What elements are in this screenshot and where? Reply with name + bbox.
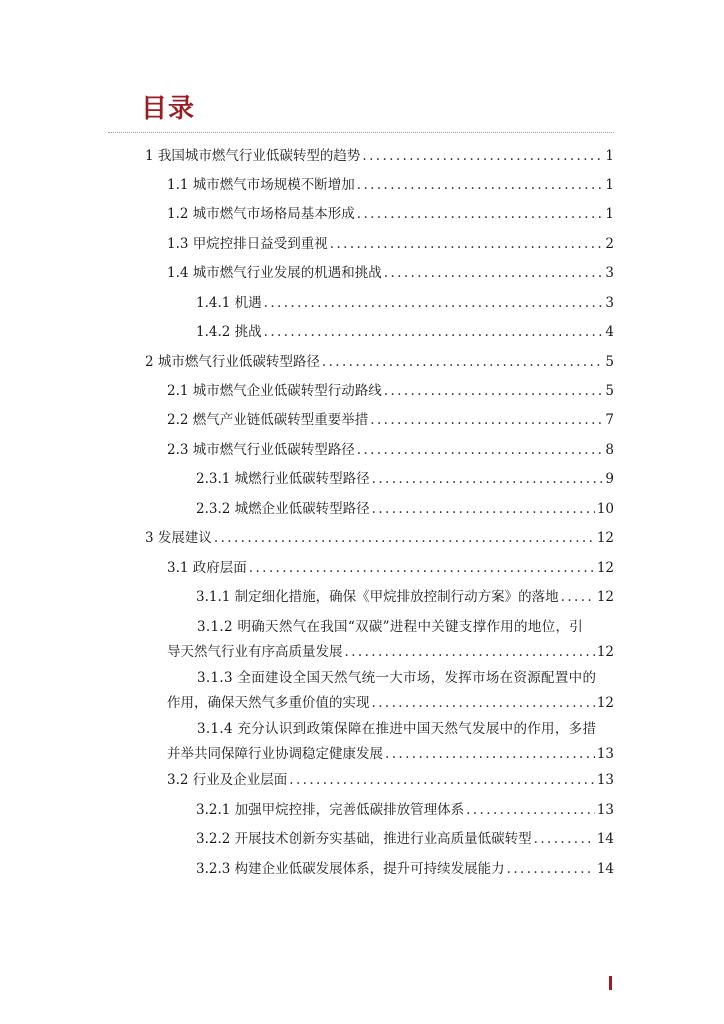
toc-entry-text: 2.3.1 城燃行业低碳转型路径: [196, 471, 370, 487]
page-title: 目录: [141, 94, 196, 124]
toc-leader: [249, 558, 595, 579]
toc-entry-1-3[interactable]: [167, 234, 614, 255]
toc-entry-text: 3.2 行业及企业层面: [167, 772, 288, 788]
toc-entry-page: 4: [605, 324, 614, 340]
toc-entry-text: 1.3 甲烷控排日益受到重视: [167, 236, 328, 252]
toc-entry-3[interactable]: [145, 528, 614, 549]
page-edge-mark: [609, 976, 612, 990]
toc-entry-page: 14: [596, 831, 614, 847]
toc-entry-3-1-3[interactable]: [167, 668, 614, 714]
toc-entry-2[interactable]: [145, 352, 614, 373]
toc-entry-text: 3.2.1 加强甲烷控排，完善低碳排放管理体系: [196, 802, 465, 818]
toc-entry-text: 1 我国城市燃气行业低碳转型的趋势: [145, 148, 361, 164]
toc-leader: [357, 440, 604, 461]
toc-entry-page: 1: [605, 206, 614, 222]
toc-leader: [214, 528, 595, 549]
toc-leader: [362, 146, 603, 167]
toc-entry-3-1-4[interactable]: [167, 719, 614, 765]
toc-entry-1[interactable]: [145, 146, 614, 167]
toc-entry-page: 12: [596, 695, 614, 711]
toc-entry-text-cont: 并举共同保障行业协调稳定健康发展: [167, 746, 383, 762]
toc-entry-text: 1.4.2 挑战: [196, 324, 262, 340]
toc-leader: [507, 859, 595, 880]
toc-entry-3-1-1[interactable]: [196, 587, 614, 608]
toc-leader: [264, 322, 604, 343]
toc-entry-3-1-2[interactable]: [167, 617, 614, 663]
toc-leader: [384, 263, 604, 284]
toc-entry-1-4-1[interactable]: [196, 293, 614, 314]
toc-entry-text: 1.4 城市燃气行业发展的机遇和挑战: [167, 265, 382, 281]
toc-entry-2-1[interactable]: [167, 381, 614, 402]
toc-leader: [264, 293, 604, 314]
toc-entry-page: 13: [596, 772, 614, 788]
toc-leader: [322, 352, 604, 373]
toc-entry-3-2-1[interactable]: [196, 800, 614, 821]
toc-leader: [357, 175, 604, 196]
toc-entry-text: 1.1 城市燃气市场规模不断增加: [167, 177, 355, 193]
toc-entry-text: 2.3 城市燃气行业低碳转型路径: [167, 442, 355, 458]
toc-entry-2-2[interactable]: [167, 410, 614, 431]
toc-entry-page: 3: [605, 265, 614, 281]
toc-leader: [561, 587, 595, 608]
toc-entry-text: 2 城市燃气行业低碳转型路径: [145, 354, 320, 370]
toc-entry-page: 5: [605, 383, 614, 399]
toc-entry-page: 12: [596, 644, 614, 660]
toc-entry-text: 2.2 燃气产业链低碳转型重要举措: [167, 412, 369, 428]
toc-entry-page: 13: [596, 802, 614, 818]
toc-entry-1-2[interactable]: [167, 204, 614, 225]
toc-entry-text: 1.2 城市燃气市场格局基本形成: [167, 206, 355, 222]
toc-entry-page: 12: [596, 589, 614, 605]
toc-entry-1-4-2[interactable]: [196, 322, 614, 343]
toc-leader: [357, 204, 604, 225]
toc-entry-page: 3: [605, 295, 614, 311]
toc-leader: [330, 234, 604, 255]
toc-entry-text: 3.1.2 明确天然气在我国“双碳”进程中关键支撑作用的地位，引: [197, 619, 584, 635]
toc-entry-page: 12: [596, 560, 614, 576]
toc-entry-page: 9: [605, 471, 614, 487]
toc-entry-text: 1.4.1 机遇: [196, 295, 262, 311]
toc-entry-text-cont: 导天然气行业有序高质量发展: [167, 644, 343, 660]
toc-entry-2-3[interactable]: [167, 440, 614, 461]
toc-leader: [370, 410, 603, 431]
toc-entry-text: 2.3.2 城燃企业低碳转型路径: [196, 501, 370, 517]
toc-leader: [372, 499, 595, 520]
toc-entry-2-3-1[interactable]: [196, 469, 614, 490]
toc-entry-1-1[interactable]: [167, 175, 614, 196]
toc-leader: [372, 693, 595, 714]
toc-entry-page: 12: [596, 530, 614, 546]
toc-entry-page: 10: [596, 501, 614, 517]
toc-entry-1-4[interactable]: [167, 263, 614, 284]
toc-entry-text-cont: 作用，确保天然气多重价值的实现: [167, 695, 370, 711]
toc-entry-3-2-2[interactable]: [196, 829, 614, 850]
toc-leader: [385, 744, 595, 765]
toc-entry-text: 2.1 城市燃气企业低碳转型行动路线: [167, 383, 382, 399]
toc-entry-text: 3.1.4 充分认识到政策保障在推进中国天然气发展中的作用，多措: [197, 721, 597, 737]
toc-leader: [372, 469, 604, 490]
toc-entry-page: 7: [605, 412, 614, 428]
toc-entry-page: 8: [605, 442, 614, 458]
toc-entry-page: 14: [596, 861, 614, 877]
toc-entry-3-2[interactable]: [167, 770, 614, 791]
toc-entry-page: 13: [596, 746, 614, 762]
toc-entry-page: 1: [605, 177, 614, 193]
toc-entry-text: 3.2.2 开展技术创新夯实基础，推进行业高质量低碳转型: [196, 831, 532, 847]
title-divider: [108, 132, 614, 133]
toc-entry-3-2-3[interactable]: [196, 859, 614, 880]
toc-entry-text: 3.2.3 构建企业低碳发展体系，提升可持续发展能力: [196, 861, 505, 877]
toc-entry-2-3-2[interactable]: [196, 499, 614, 520]
toc-leader: [534, 829, 595, 850]
toc-leader: [289, 770, 595, 791]
toc-leader: [466, 800, 595, 821]
toc-entry-text: 3.1.1 制定细化措施，确保《甲烷排放控制行动方案》的落地: [196, 589, 559, 605]
toc-entry-text: 3 发展建议: [145, 530, 212, 546]
toc-leader: [345, 642, 595, 663]
toc-entry-text: 3.1.3 全面建设全国天然气统一大市场，发挥市场在资源配置中的: [197, 670, 597, 686]
toc-entry-text: 3.1 政府层面: [167, 560, 247, 576]
toc-leader: [384, 381, 604, 402]
toc-entry-page: 1: [605, 148, 614, 164]
toc-entry-page: 2: [605, 236, 614, 252]
toc-entry-page: 5: [605, 354, 614, 370]
toc-entry-3-1[interactable]: [167, 558, 614, 579]
